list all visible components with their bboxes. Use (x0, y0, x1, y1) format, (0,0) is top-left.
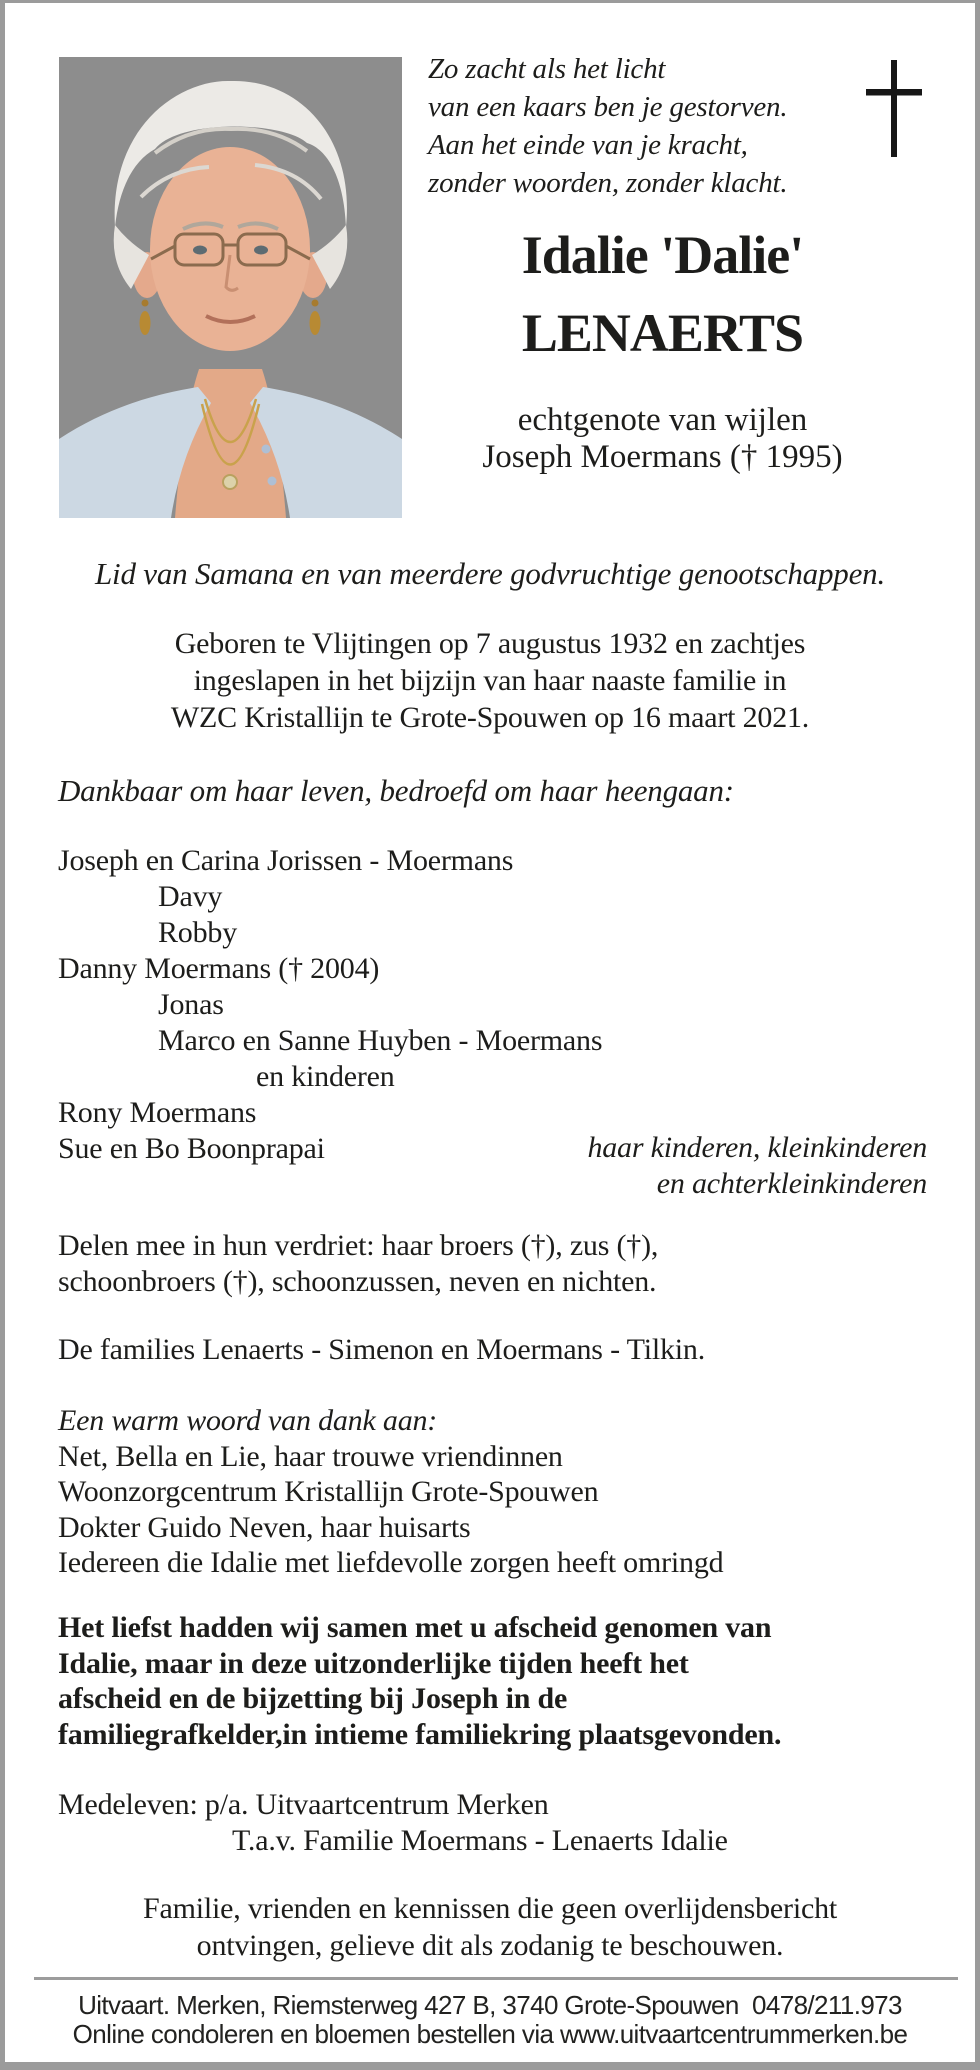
thanks-line: Net, Bella en Lie, haar trouwe vriendinnen (58, 1439, 563, 1473)
poem (428, 50, 787, 202)
relation-note-line: en achterkleinkinderen (656, 1167, 927, 1200)
funeral-home-footer (30, 1991, 950, 2049)
family-row: Rony Moermans (58, 1096, 257, 1129)
closing-line: ontvingen, gelieve dit als zodanig te beschouwen. (196, 1929, 784, 1962)
closing-paragraph (30, 1890, 950, 1964)
poem-line: Aan het einde van je kracht, (428, 129, 748, 161)
farewell-line: Het liefst hadden wij samen met u afscheid genomen van (58, 1611, 772, 1644)
sympathy-line: Medeleven: p/a. Uitvaartcentrum Merken (58, 1788, 549, 1821)
farewell-paragraph (58, 1610, 781, 1752)
thanks-line: Iedereen die Idalie met liefdevolle zorgen heeft omringd (58, 1546, 724, 1579)
grief-intro: Dankbaar om haar leven, bedroefd om haar heengaan: (58, 773, 734, 808)
membership-line: Lid van Samana en van meerdere godvruchtige genootschappen. (95, 556, 885, 591)
footer-divider (34, 1977, 958, 1980)
relation-note (587, 1130, 927, 1202)
birth-death-line: WZC Kristallijn te Grote-Spouwen op 16 maart 2021. (170, 701, 810, 734)
cross-icon (866, 60, 922, 157)
families-line: De families Lenaerts - Simenon en Moermans - Tilkin. (58, 1333, 705, 1366)
deceased-first-names: Idalie 'Dalie' (521, 225, 804, 285)
poem-line: van een kaars ben je gestorven. (428, 91, 788, 123)
poem-line: zonder woorden, zonder klacht. (428, 167, 788, 199)
portrait-photo (59, 57, 402, 518)
thanks-line: Woonzorgcentrum Kristallijn Grote-Spouwen (58, 1475, 599, 1508)
footer-website-line: Online condoleren en bloemen bestellen via www.uitvaartcentrummerken.be (72, 2019, 908, 2049)
family-row: Danny Moermans († 2004) (58, 952, 380, 985)
deceased-last-name: LENAERTS (521, 303, 804, 363)
condolence-line: Delen mee in hun verdriet: haar broers (†), zus (†), (58, 1229, 659, 1262)
family-row: Robby (158, 916, 238, 949)
thanks-intro: Een warm woord van dank aan: (58, 1404, 438, 1437)
family-row: Sue en Bo Boonprapai (58, 1132, 325, 1165)
spouse-intro: echtgenote van wijlen (517, 402, 808, 438)
thanks-line: Dokter Guido Neven, haar huisarts (58, 1510, 471, 1544)
thanks-section (58, 1403, 723, 1581)
portrait-photo-svg (59, 57, 402, 518)
closing-line: Familie, vrienden en kennissen die geen overlijdensbericht (142, 1892, 837, 1925)
condolence-line: schoonbroers (†), schoonzussen, neven en nichten. (58, 1265, 657, 1298)
poem-line: Zo zacht als het licht (428, 53, 666, 85)
farewell-line: familiegrafkelder,in intieme familiekring plaatsgevonden. (58, 1717, 782, 1751)
family-row: Davy (158, 880, 223, 913)
relation-note-line: haar kinderen, kleinkinderen (587, 1131, 927, 1164)
farewell-line: afscheid en de bijzetting bij Joseph in de (58, 1682, 568, 1715)
family-row: en kinderen (256, 1060, 395, 1093)
farewell-line: Idalie, maar in deze uitzonderlijke tijden heeft het (58, 1646, 689, 1680)
deceased-name (400, 216, 925, 372)
birth-death-paragraph (30, 625, 950, 736)
family-row: Jonas (158, 988, 224, 1021)
footer-address-line: Uitvaart. Merken, Riemsterweg 427 B, 3740 Grote-Spouwen 0478/211.973 (78, 1990, 902, 2020)
spouse-block (400, 402, 925, 476)
condolence-paragraph (58, 1228, 658, 1300)
family-list (58, 843, 602, 1167)
family-row: Joseph en Carina Jorissen - Moermans (58, 844, 514, 877)
birth-death-line: Geboren te Vlijtingen op 7 augustus 1932 en zachtjes (174, 627, 806, 660)
sympathy-line: T.a.v. Familie Moermans - Lenaerts Idalie (232, 1824, 728, 1857)
spouse-name: Joseph Moermans († 1995) (482, 439, 843, 475)
sympathy-address (58, 1787, 728, 1859)
birth-death-line: ingeslapen in het bijzijn van haar naaste familie in (193, 664, 787, 697)
family-row: Marco en Sanne Huyben - Moermans (158, 1024, 603, 1057)
